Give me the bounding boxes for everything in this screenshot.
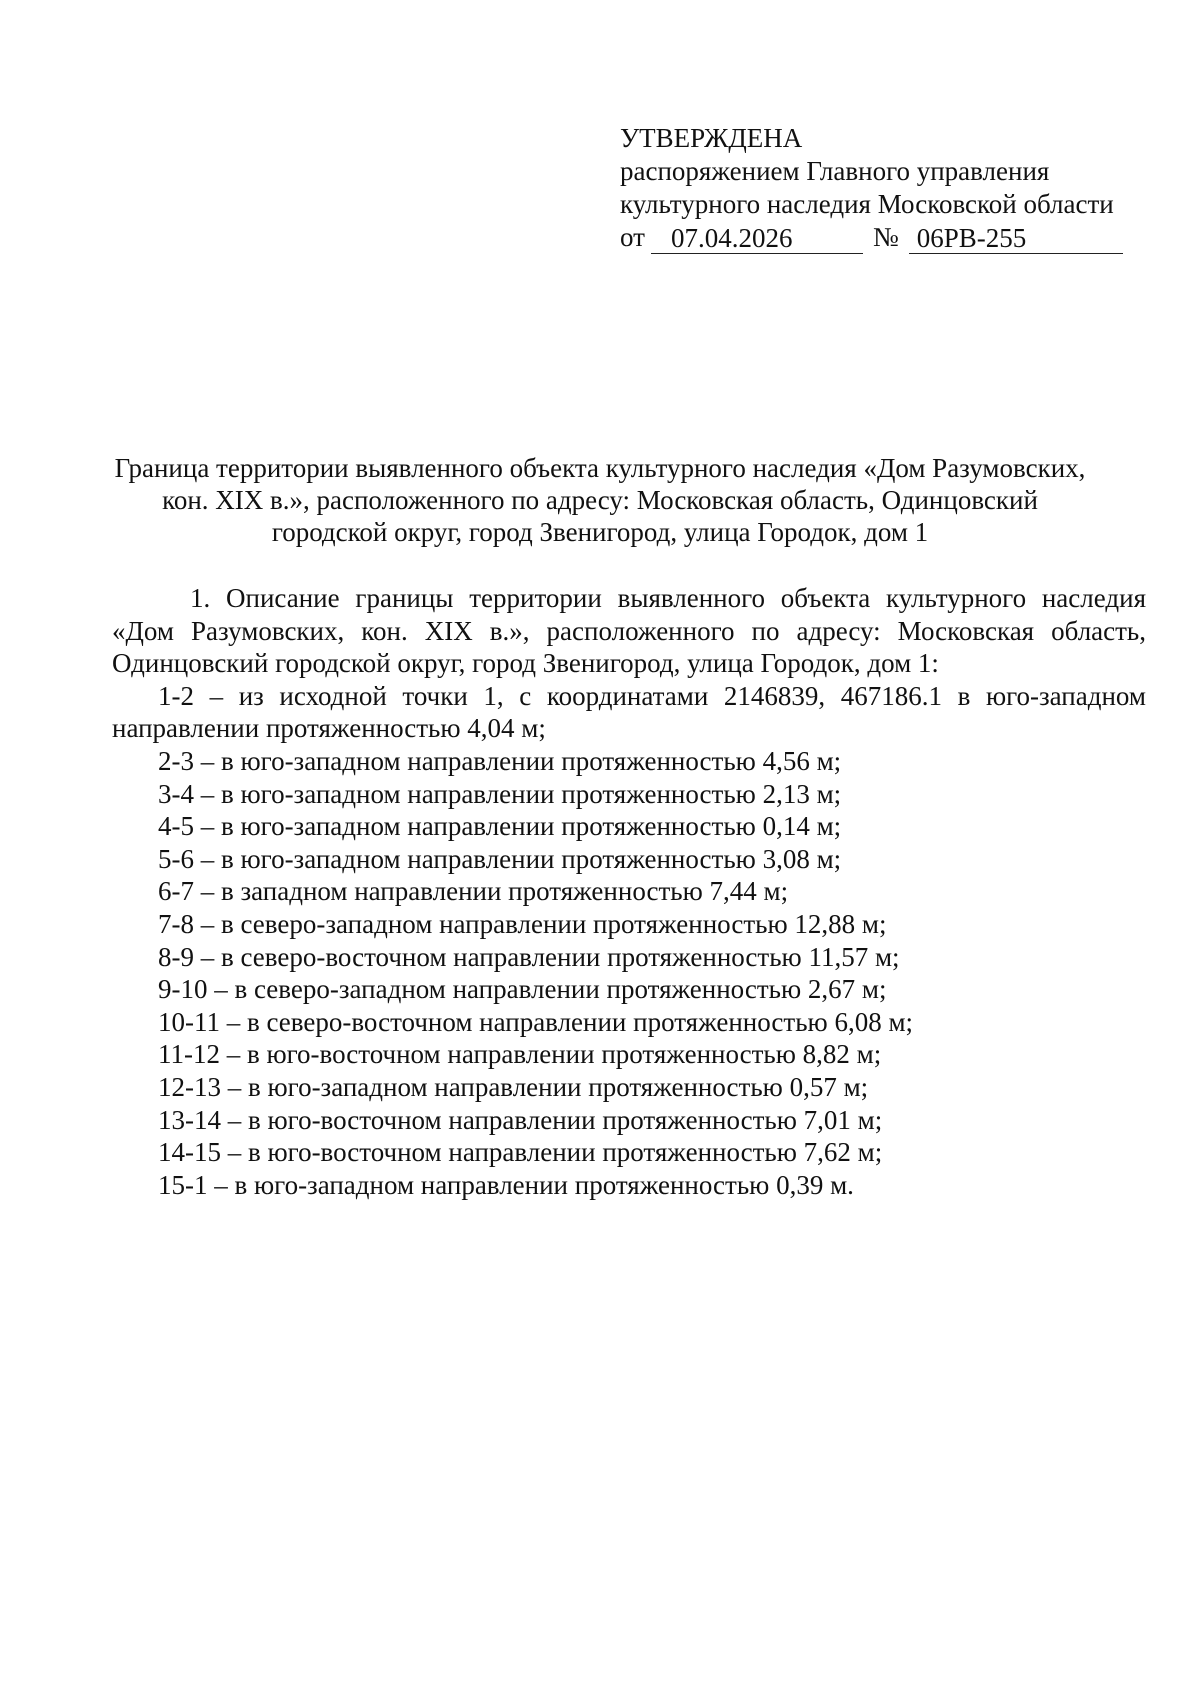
segment-item: 6-7 – в западном направлении протяженностью 7,44 м;: [158, 876, 789, 907]
intro-paragraph: 1. Описание границы территории выявленного объекта культурного наследия «Дом Разумовских, кон. XIX в.», расположенного по адресу: Московская область, Одинцовский городской округ, город Звенигород, улица Городок, дом 1:: [112, 583, 1146, 679]
segment-item: 4-5 – в юго-западном направлении протяженностью 0,14 м;: [158, 811, 842, 842]
approval-number: 06РВ-255: [909, 223, 1123, 254]
document-title: [100, 452, 1100, 548]
segment-item: 2-3 – в юго-западном направлении протяженностью 4,56 м;: [158, 745, 842, 776]
segment-item: 3-4 – в юго-западном направлении протяженностью 2,13 м;: [158, 778, 842, 809]
segment-item: 8-9 – в северо-восточном направлении протяженностью 11,57 м;: [158, 941, 900, 972]
segment-item: 5-6 – в юго-западном направлении протяженностью 3,08 м;: [158, 843, 842, 874]
segment-item: 9-10 – в северо-западном направлении протяженностью 2,67 м;: [158, 974, 887, 1005]
title-line-1: Граница территории выявленного объекта культурного наследия «Дом Разумовских,: [114, 453, 1086, 483]
segment-item: 13-14 – в юго-восточном направлении протяженностью 7,01 м;: [158, 1104, 883, 1135]
approval-block: [620, 122, 1140, 254]
date-prefix: от: [620, 222, 645, 252]
segment-item: 7-8 – в северо-западном направлении протяженностью 12,88 м;: [158, 908, 887, 939]
segment-item: 14-15 – в юго-восточном направлении протяженностью 7,62 м;: [158, 1137, 883, 1168]
approval-line-1: распоряжением Главного управления: [620, 156, 1050, 186]
approval-line-2: культурного наследия Московской области: [620, 189, 1114, 219]
approval-date: 07.04.2026: [651, 223, 863, 254]
number-prefix: №: [872, 222, 899, 252]
segment-item: 15-1 – в юго-западном направлении протяженностью 0,39 м.: [158, 1169, 854, 1200]
segment-item: 11-12 – в юго-восточном направлении протяженностью 8,82 м;: [158, 1039, 882, 1070]
segment-item: 12-13 – в юго-западном направлении протяженностью 0,57 м;: [158, 1071, 869, 1102]
document-body: [112, 582, 1146, 1201]
segment-item: 1-2 – из исходной точки 1, с координатами 2146839, 467186.1 в юго-западном направлении протяженностью 4,04 м;: [112, 680, 1146, 744]
title-line-2: кон. XIX в.», расположенного по адресу: Московская область, Одинцовский: [162, 485, 1038, 515]
approval-date-number-line: [620, 221, 1140, 254]
title-line-3: городской округ, город Звенигород, улица Городок, дом 1: [271, 517, 929, 547]
segment-item: 10-11 – в северо-восточном направлении протяженностью 6,08 м;: [158, 1006, 914, 1037]
approval-heading: УТВЕРЖДЕНА: [620, 123, 803, 153]
